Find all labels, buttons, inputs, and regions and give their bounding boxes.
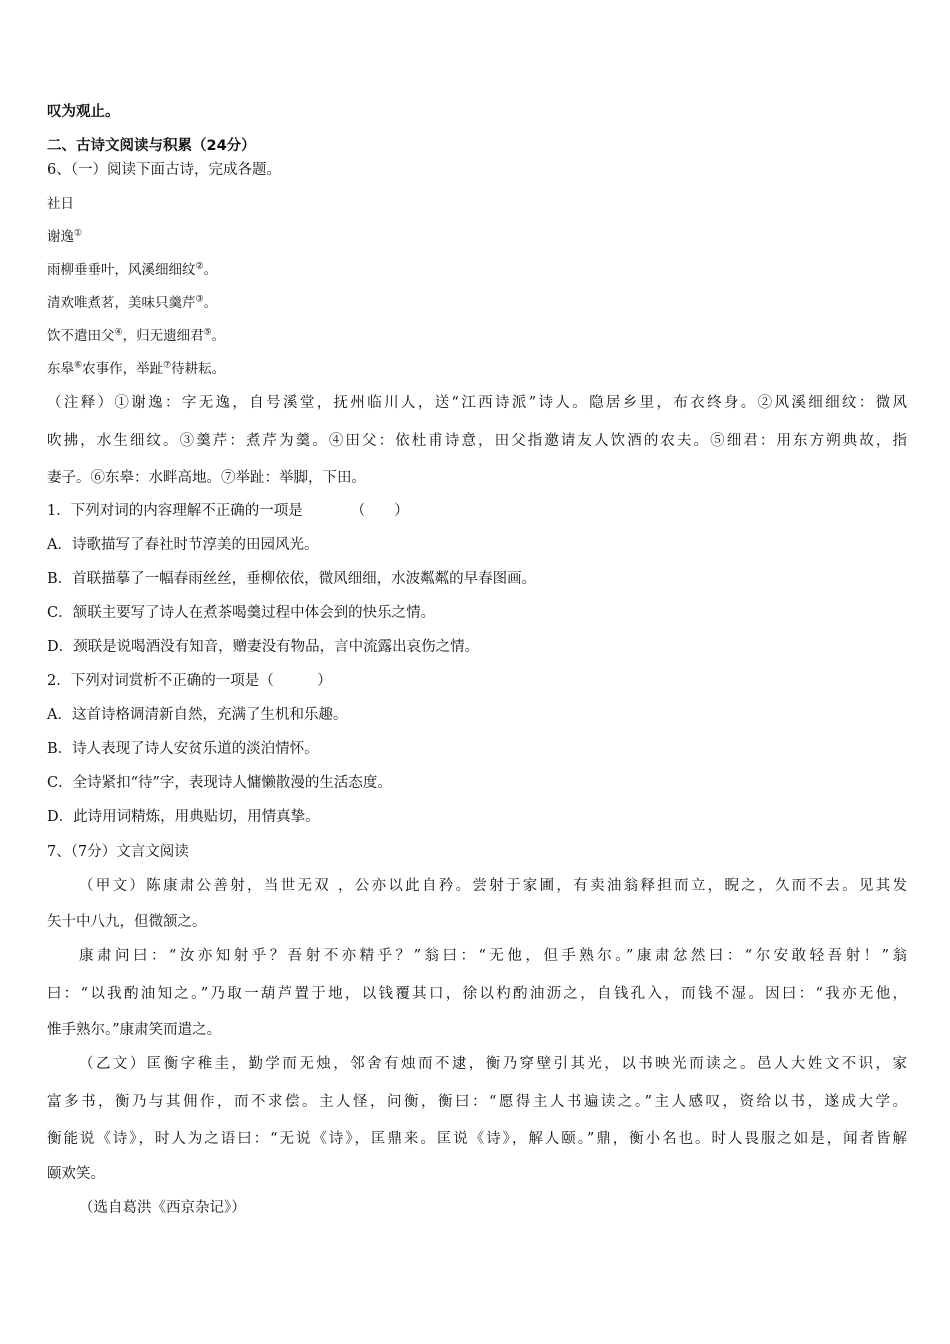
passage-jia-line: 康肃问曰：“汝亦知射乎？吾射不亦精乎？”翁曰：“无他，但手熟尔。”康肃忿然曰：“尔安敢轻吾射！”翁 — [79, 948, 907, 964]
poem-line-text: 饮不遣田父 — [47, 328, 115, 344]
poem-line-end: 。 — [203, 295, 218, 311]
question-6-intro: 6、（一）阅读下面古诗，完成各题。 — [47, 162, 281, 178]
passage-source: （选自葛洪《西京杂记》） — [79, 1200, 246, 1216]
option-a: A．这首诗格调清新自然，充满了生机和乐趣。 — [47, 707, 348, 723]
footnote-marker: ⑤ — [203, 327, 212, 338]
question-7-heading: 7、（7分）文言文阅读 — [47, 844, 189, 860]
poem-line-text: ，归无遗细君 — [122, 328, 204, 344]
poem-line-4 — [47, 359, 907, 379]
poem-line-text: 雨柳垂垂叶，风溪细细纹 — [47, 262, 196, 278]
section-heading: 二、古诗文阅读与积累（24分） — [47, 138, 256, 154]
option-b: B．首联描摹了一幅春雨丝丝，垂柳依依，微风细细，水波粼粼的早春图画。 — [47, 571, 537, 587]
answer-blank: （ ） — [350, 503, 409, 519]
annotation-line: 吹拂，水生细纹。③羹芹：煮芹为羹。④田父：依杜甫诗意，田父指邀请友人饮酒的农夫。⑤细君：用东方朔典故，指 — [47, 433, 907, 449]
poem-line-2 — [47, 293, 907, 313]
option-c: C．颔联主要写了诗人在煮茶喝羹过程中体会到的快乐之情。 — [47, 605, 436, 621]
annotation-line: （注释）①谢逸：字无逸，自号溪堂，抚州临川人，送“江西诗派”诗人。隐居乡里，布衣终身。②风溪细细纹：微风 — [47, 395, 907, 411]
poem-line-text: 清欢唯煮茗，美味只羹芹 — [47, 295, 196, 311]
footnote-marker: ⑥ — [74, 360, 83, 371]
sub-question-stem: 1．下列对词的内容理解不正确的一项是 — [47, 503, 303, 519]
footnote-marker: ① — [74, 228, 83, 239]
annotation-line: 妻子。⑥东皋：水畔高地。⑦举趾：举脚，下田。 — [47, 470, 366, 486]
poem-line-1 — [47, 260, 907, 280]
sub-question-2: 2．下列对词赏析不正确的一项是（ ） — [47, 673, 332, 689]
footnote-marker: ② — [195, 261, 204, 272]
carryover-text: 叹为观止。 — [47, 104, 120, 120]
passage-jia-line: 曰：“以我酌油知之。”乃取一葫芦置于地，以钱覆其口，徐以杓酌油沥之，自钱孔入，而钱不湿。因曰：“我亦无他， — [47, 986, 907, 1002]
passage-jia-line: （甲文）陈康肃公善射，当世无双 ，公亦以此自矜。尝射于家圃，有卖油翁释担而立，睨之，久而不去。见其发 — [79, 878, 907, 894]
passage-jia-line: 惟手熟尔。”康肃笑而遣之。 — [47, 1022, 222, 1038]
option-d: D．颈联是说喝酒没有知音，赠妻没有物品，言中流露出哀伤之情。 — [47, 639, 480, 655]
passage-jia-line: 矢十中八九，但微颔之。 — [47, 914, 207, 930]
option-a: A．诗歌描写了春社时节淳美的田园风光。 — [47, 537, 319, 553]
poem-line-end: 。 — [211, 328, 226, 344]
poem-title: 社日 — [47, 196, 74, 212]
passage-yi-line: （乙文）匡衡字稚圭，勤学而无烛，邻舍有烛而不逮，衡乃穿壁引其光，以书映光而读之。邑人大姓文不识，家 — [79, 1056, 907, 1072]
poem-line-text: 农事作，举趾 — [82, 361, 164, 377]
option-b: B．诗人表现了诗人安贫乐道的淡泊情怀。 — [47, 741, 319, 757]
poem-author-name: 谢逸 — [47, 229, 74, 245]
poem-line-text: 东皋 — [47, 361, 74, 377]
poem-author — [47, 227, 907, 247]
poem-line-end: 。 — [203, 262, 218, 278]
passage-yi-line: 富多书，衡乃与其佣作，而不求偿。主人怪，问衡，衡曰：“愿得主人书遍读之。”主人感叹，资给以书，遂成大学。 — [47, 1094, 907, 1110]
footnote-marker: ④ — [114, 327, 123, 338]
footnote-marker: ③ — [195, 294, 204, 305]
passage-yi-line: 颐欢笑。 — [47, 1166, 105, 1182]
footnote-marker: ⑦ — [163, 360, 172, 371]
sub-question-1 — [47, 501, 907, 521]
option-d: D．此诗用词精炼，用典贴切，用情真挚。 — [47, 809, 320, 825]
poem-line-3 — [47, 326, 907, 346]
option-c: C．全诗紧扣“待”字，表现诗人慵懒散漫的生活态度。 — [47, 775, 392, 791]
passage-yi-line: 衡能说《诗》，时人为之语曰：“无说《诗》，匡鼎来。匡说《诗》，解人颐。”鼎，衡小名也。时人畏服之如是，闻者皆解 — [47, 1131, 907, 1147]
poem-line-end: 待耕耘。 — [171, 361, 226, 377]
